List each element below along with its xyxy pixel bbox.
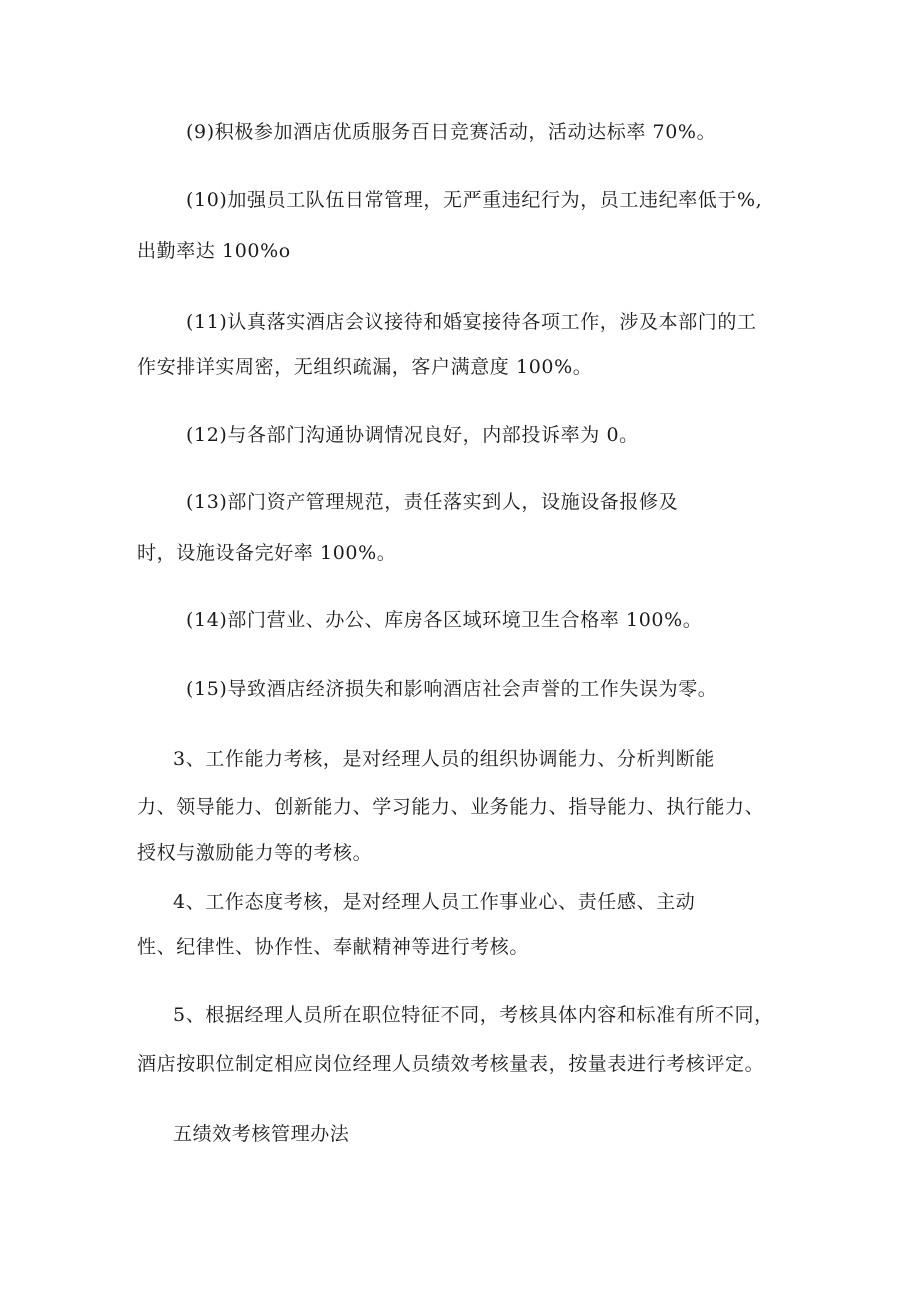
section-3-line-1: 3、工作能力考核，是对经理人员的组织协调能力、分析判断能	[173, 748, 715, 770]
item-13-line-1: (13)部门资产管理规范，责任落实到人，设施设备报修及	[186, 491, 679, 513]
item-11-line-1: (11)认真落实酒店会议接待和婚宴接待各项工作，涉及本部门的工	[186, 311, 757, 333]
item-11-line-2: 作安排详实周密，无组织疏漏，客户满意度 100%。	[137, 356, 593, 378]
section-5-line-1: 5、根据经理人员所在职位特征不同，考核具体内容和标准有所不同，	[173, 1004, 774, 1026]
section-4-line-2: 性、纪律性、协作性、奉献精神等进行考核。	[137, 936, 530, 958]
section-5-line-2: 酒店按职位制定相应岗位经理人员绩效考核量表，按量表进行考核评定。	[137, 1053, 765, 1075]
section-4-line-1: 4、工作态度考核，是对经理人员工作事业心、责任感、主动	[173, 891, 696, 913]
item-14-line-1: (14)部门营业、办公、库房各区域环境卫生合格率 100%。	[186, 609, 703, 631]
item-10-line-1: (10)加强员工队伍日常管理，无严重违纪行为，员工违纪率低于%,	[186, 189, 763, 211]
item-13-line-2: 时，设施设备完好率 100%。	[137, 542, 397, 564]
section-3-line-2: 力、领导能力、创新能力、学习能力、业务能力、指导能力、执行能力、	[137, 796, 765, 818]
section-heading: 五绩效考核管理办法	[173, 1123, 350, 1145]
item-12-line-1: (12)与各部门沟通协调情况良好，内部投诉率为 0。	[186, 424, 639, 446]
section-3-line-3: 授权与激励能力等的考核。	[137, 842, 373, 864]
item-9-line-1: (9)积极参加酒店优质服务百日竞赛活动，活动达标率 70%。	[186, 121, 717, 143]
item-10-line-2: 出勤率达 100%o	[137, 240, 291, 262]
item-15-line-1: (15)导致酒店经济损失和影响酒店社会声誉的工作失误为零。	[186, 678, 718, 700]
